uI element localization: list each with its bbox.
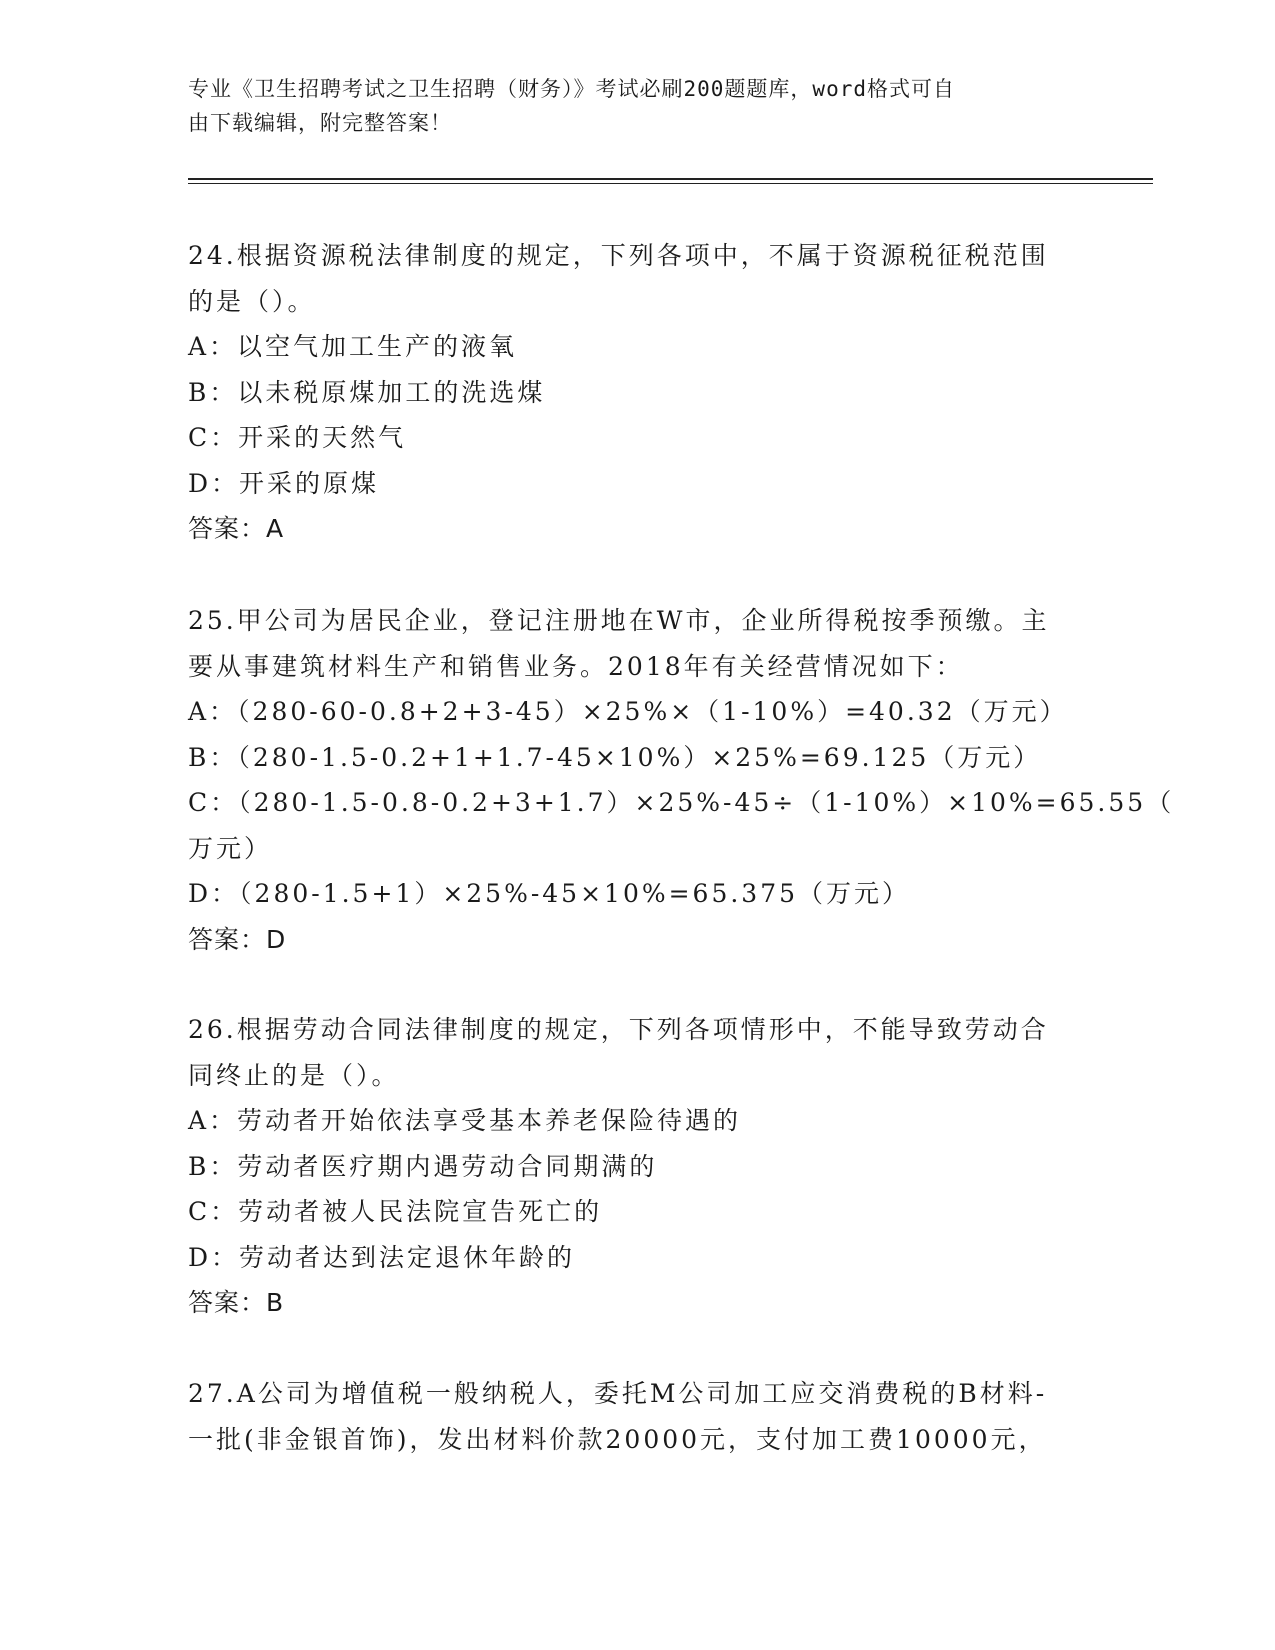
option-a: A：（280-60-0.8+2+3-45）×25%×（1-10%）=40.32（万元） (188, 697, 1068, 726)
option-c-continued: 万元） (188, 833, 273, 863)
answer-label: 答案：D (188, 924, 287, 954)
question-stem-line: 要从事建筑材料生产和销售业务。2018年有关经营情况如下： (188, 651, 964, 681)
header-line-2: 由下载编辑，附完整答案！ (188, 111, 452, 135)
option-a: A：以空气加工生产的液氧 (188, 332, 518, 361)
option-b: B：以未税原煤加工的洗选煤 (188, 377, 546, 407)
answer-label: 答案：B (188, 1288, 285, 1317)
option-c: C：开采的天然气 (188, 423, 407, 452)
option-c: C：劳动者被人民法院宣告死亡的 (188, 1197, 603, 1226)
option-d: D：（280-1.5+1）×25%-45×10%=65.375（万元） (188, 879, 911, 908)
question-stem-line: 同终止的是（）。 (188, 1060, 400, 1090)
question-24 (188, 233, 1088, 552)
question-26 (188, 1007, 1088, 1326)
question-stem-line: 一批(非金银首饰)，发出材料价款20000元，支付加工费10000元， (188, 1424, 1047, 1454)
question-stem-line: 26.根据劳动合同法律制度的规定，下列各项情形中，不能导致劳动合 (188, 1015, 1049, 1044)
option-b: B：劳动者医疗期内遇劳动合同期满的 (188, 1151, 658, 1181)
option-b: B：（280-1.5-0.2+1+1.7-45×10%）×25%=69.125（万元） (188, 742, 1042, 772)
answer-label: 答案：A (188, 514, 285, 543)
header-divider-thick (188, 178, 1153, 180)
option-c: C：（280-1.5-0.8-0.2+3+1.7）×25%-45÷（1-10%）×10%=65.55（ (188, 788, 1175, 817)
question-stem-line: 24.根据资源税法律制度的规定，下列各项中，不属于资源税征税范围 (188, 241, 1049, 270)
option-a: A：劳动者开始依法享受基本养老保险待遇的 (188, 1106, 742, 1135)
question-stem-line: 27.A公司为增值税一般纳税人，委托M公司加工应交消费税的B材料- (188, 1379, 1048, 1408)
question-25 (188, 598, 1175, 962)
header-line-1: 专业《卫生招聘考试之卫生招聘（财务）》考试必刷200题题库，word格式可自 (188, 77, 955, 101)
question-stem-line: 25.甲公司为居民企业，登记注册地在W市，企业所得税按季预缴。主 (188, 606, 1050, 635)
option-d: D：劳动者达到法定退休年龄的 (188, 1242, 576, 1272)
header-divider-thin (188, 183, 1153, 184)
question-27 (188, 1371, 1088, 1462)
question-stem-line: 的是（）。 (188, 286, 316, 316)
option-d: D：开采的原煤 (188, 468, 380, 498)
document-header (188, 72, 1088, 140)
